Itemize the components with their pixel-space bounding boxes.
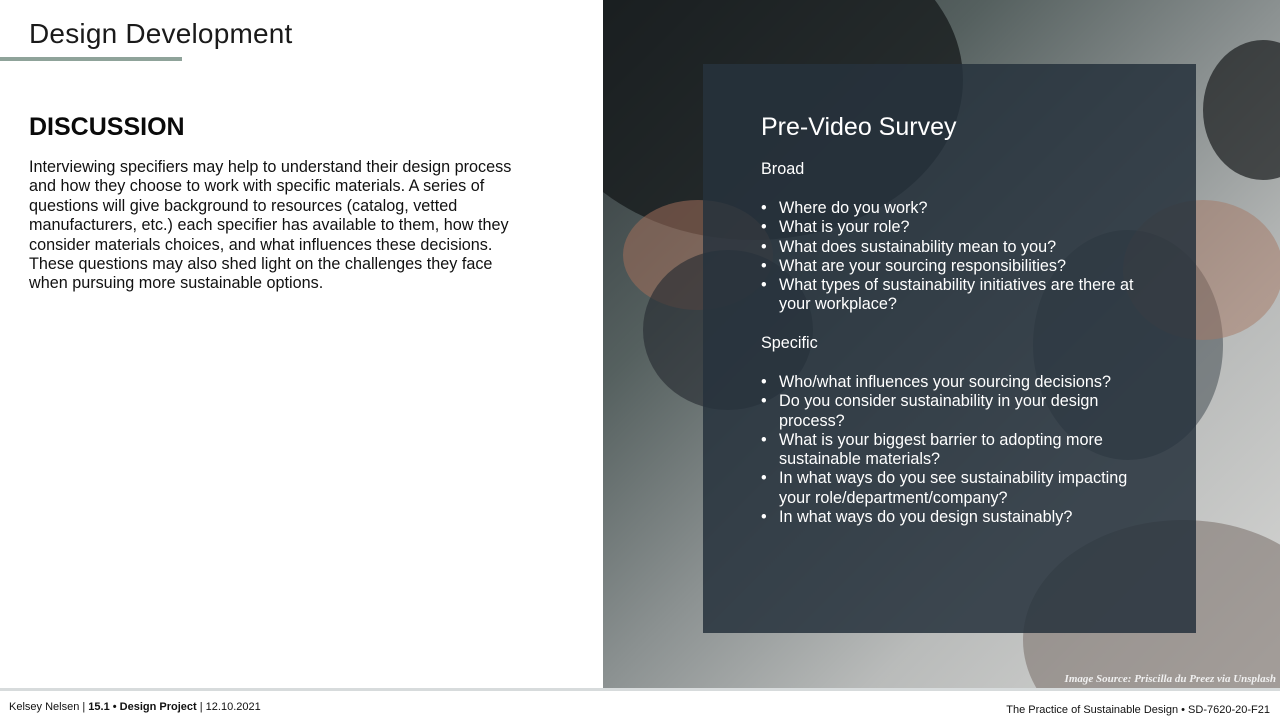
bullet-icon: • [761, 508, 767, 527]
footer-author: Kelsey Nelsen | [9, 701, 89, 713]
list-item: • Do you consider sustainability in your design process? [761, 392, 1099, 430]
survey-panel [703, 64, 1196, 633]
bullet-icon: • [761, 237, 767, 256]
footer-project: 15.1 • Design Project [88, 701, 197, 713]
footer-left [9, 701, 261, 713]
list-item: • What types of sustainability initiatives are there at your workplace? [761, 276, 1134, 314]
broad-label: Broad [761, 160, 805, 178]
discussion-heading: DISCUSSION [29, 113, 185, 141]
discussion-body: Interviewing specifiers may help to understand their design process and how they choose to work with specific materials. A series of questions will give background to resources (catalog, vetted manufacturers, etc.) each specifier has available to them, how they consider materials choices, and what influences these decisions. These questions may also shed light on the challenges they face when pursuing more sustainable options. [29, 158, 512, 293]
list-item: • What is your biggest barrier to adopting more sustainable materials? [761, 430, 1103, 469]
bullet-icon: • [761, 392, 767, 411]
list-item: • What are your sourcing responsibilities? [761, 256, 1067, 275]
survey-title: Pre-Video Survey [761, 113, 957, 141]
bullet-icon: • [761, 218, 767, 237]
list-item: • Where do you work? [761, 199, 928, 217]
bullet-icon: • [761, 199, 767, 217]
title-underline [0, 57, 182, 61]
photo-shadow-right [1203, 40, 1280, 180]
list-item: • What is your role? [761, 218, 910, 237]
list-item: • Who/what influences your sourcing decisions? [761, 373, 1112, 391]
list-item: • In what ways do you design sustainably? [761, 508, 1073, 527]
specific-question-list [761, 373, 1161, 527]
bullet-icon: • [761, 276, 767, 295]
footer-date: | 12.10.2021 [196, 701, 261, 713]
bullet-icon: • [761, 256, 767, 275]
broad-question-list [761, 199, 1161, 315]
list-item: • In what ways do you see sustainability impacting your role/department/company? [761, 469, 1128, 507]
page-title: Design Development [29, 18, 293, 49]
footer-divider [0, 688, 1280, 691]
bullet-icon: • [761, 430, 767, 449]
list-item: • What does sustainability mean to you? [761, 237, 1057, 256]
specific-label: Specific [761, 334, 818, 352]
image-source-credit: Image Source: Priscilla du Preez via Unsplash [1064, 673, 1276, 685]
footer-course: The Practice of Sustainable Design • SD-7620-20-F21 [1006, 704, 1270, 716]
bullet-icon: • [761, 373, 767, 391]
bullet-icon: • [761, 469, 767, 488]
